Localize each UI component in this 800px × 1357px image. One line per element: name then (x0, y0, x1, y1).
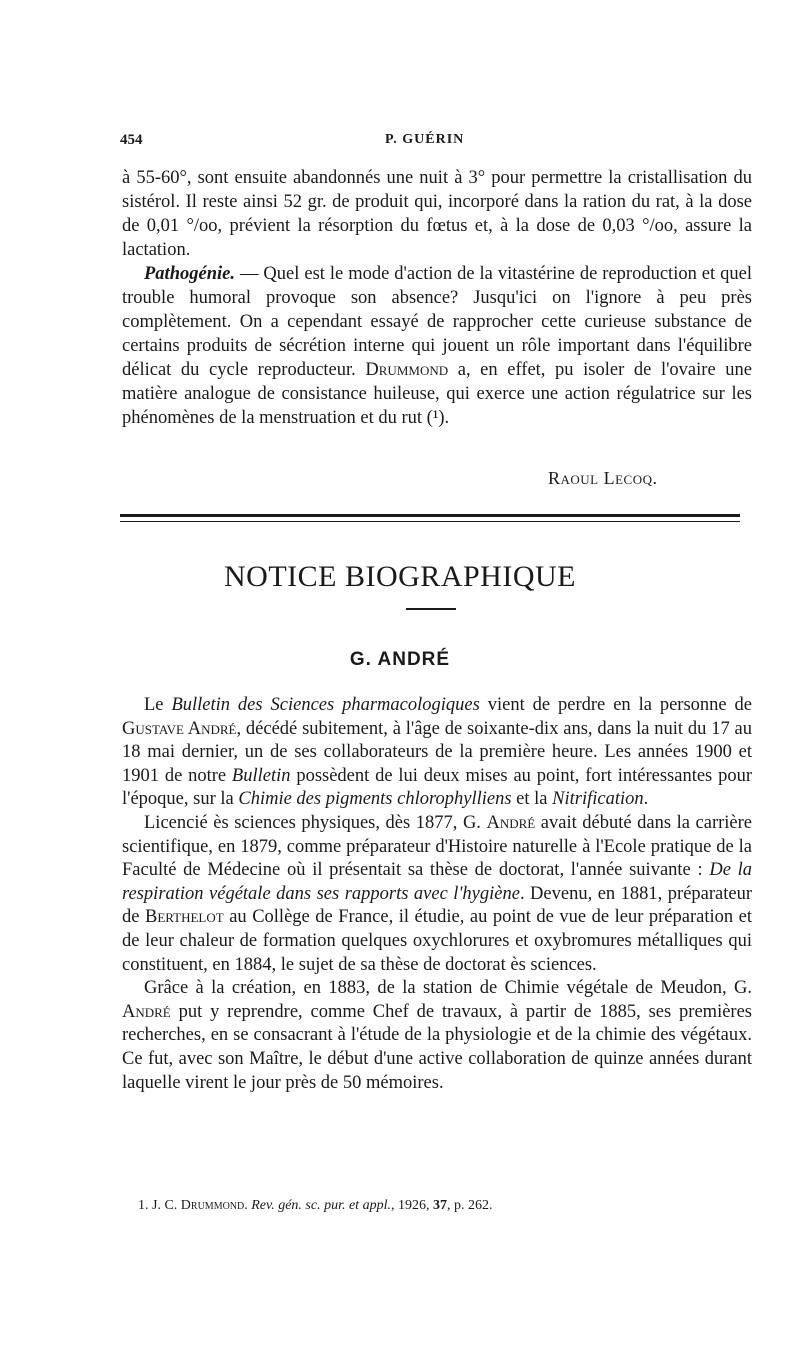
journal-title: Bulletin des Sciences pharmacologiques (171, 695, 480, 715)
footnote: 1. J. C. Drummond. Rev. gén. sc. pur. et appl., 1926, 37, p. 262. (138, 1198, 493, 1213)
notice-body (122, 694, 752, 1095)
notice-subject: G. ANDRÉ (349, 649, 451, 670)
article-signature: Raoul Lecoq. (548, 468, 658, 488)
article-conclusion (122, 166, 752, 430)
title-underline (406, 608, 456, 610)
paragraph-extraction: à 55-60°, sont ensuite abandonnés une nuit à 3° pour permettre la cristallisation du sistérol. Il reste ainsi 52 gr. de produit qui, incorporé dans la ration du rat, à la dose de 0,01 °/oo, prévient la résorption du fœtus et, à la dose de 0,03 °/oo, assure la lactation. (122, 168, 752, 260)
author-name-drummond: Drummond (365, 360, 449, 380)
page-number: 454 (120, 132, 143, 148)
notice-title: NOTICE BIOGRAPHIQUE (224, 560, 576, 593)
section-divider-thick (120, 514, 740, 517)
section-heading-pathogenie: Pathogénie. (144, 264, 235, 284)
notice-paragraph-1: Le Bulletin des Sciences pharmacologiques vient de perdre en la personne de Gustave André, décédé subitement, à l'âge de soixante-dix ans, dans la nuit du 17 au 18 mai dernier, un de ses collaborateurs de la première heure. Les années 1900 et 1901 de notre Bulletin possèdent de lui deux mises au point, fort intéressantes pour l'époque, sur la Chimie des pigments chlorophylliens et la Nitrification. (122, 695, 752, 810)
notice-paragraph-2: Licencié ès sciences physiques, dès 1877, G. André avait débuté dans la carrière scientifique, en 1879, comme préparateur d'Histoire naturelle à l'Ecole pratique de la Faculté de Médecine où il présentait sa thèse de doctorat, l'année suivante : De la respiration végétale dans ses rapports avec l'hygiène. Devenu, en 1881, préparateur de Berthelot au Collège de France, il étudie, au point de vue de leur préparation et de leur chaleur de formation quelques oxychlorures et oxybromures métalliques qui constituent, en 1884, le sujet de sa thèse de doctorat ès sciences. (122, 812, 753, 975)
page-header (0, 132, 800, 152)
notice-paragraph-3: Grâce à la création, en 1883, de la station de Chimie végétale de Meudon, G. André put y reprendre, comme Chef de travaux, à partir de 1885, ses premières recherches, en se consacrant à l'étude de la physiologie et de la chimie des végétaux. Ce fut, avec son Maître, le début d'une active collaboration de quinze années durant laquelle virent le jour près de 50 mémoires. (122, 978, 752, 1093)
paragraph-pathogenie: Pathogénie. — Quel est le mode d'action de la vitastérine de reproduction et quel trouble humoral provoque son absence? Jusqu'ici on l'ignore à peu près complètement. On a cependant essayé de rapprocher cette curieuse substance de certains produits de sécrétion interne qui jouent un rôle important dans l'équilibre délicat du cycle reproducteur. Drummond a, en effet, pu isoler de l'ovaire une matière analogue de consistance huileuse, qui exerce une action régulatrice sur les phénomènes de la menstruation et du rut (¹). (122, 264, 752, 428)
running-title: P. GUÉRIN (385, 132, 465, 147)
thesis-title: De la respiration végétale dans ses rapports avec l'hygiène (122, 860, 753, 904)
section-divider-thin (120, 521, 740, 522)
person-name: Gustave André (122, 718, 237, 739)
